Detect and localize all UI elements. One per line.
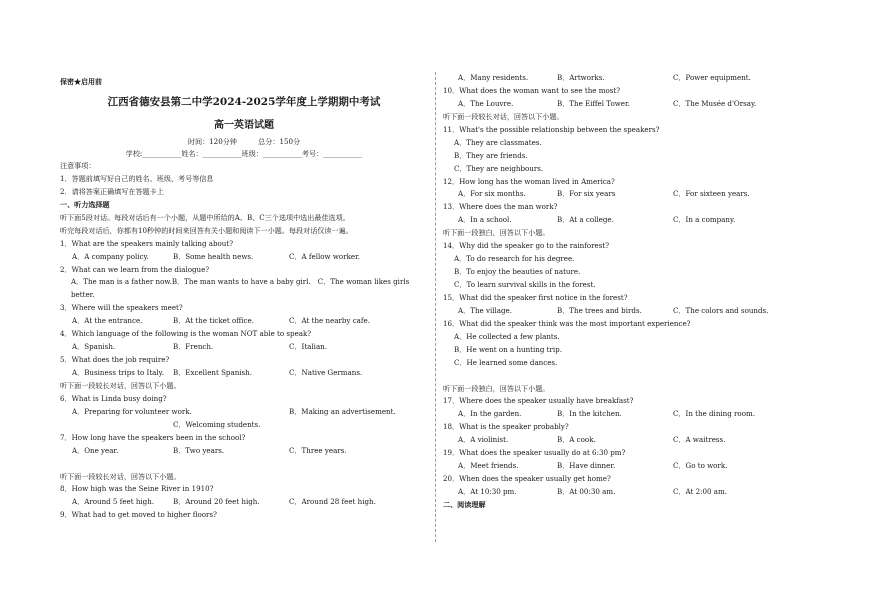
options-row <box>443 408 813 421</box>
option: A．One year. <box>72 445 119 455</box>
options-row <box>443 188 813 201</box>
question: 4．Which language of the following is the woman NOT able to speak? <box>60 329 312 339</box>
option: C．For sixteen years. <box>673 189 750 199</box>
option: B．French. <box>173 342 214 352</box>
option: A．In the garden. <box>458 409 522 419</box>
note-item: 2．请将答案正确填写在答题卡上 <box>60 186 164 196</box>
notes-heading: 注意事项： <box>60 161 96 170</box>
option: better. <box>71 290 95 300</box>
question: 1．What are the speakers mainly talking about? <box>60 238 234 248</box>
question: 2．What can we learn from the dialogue? <box>60 264 210 274</box>
exam-title: 江西省德安县第二中学2024-2025学年度上学期期中考试 <box>107 96 381 108</box>
section-heading: 二、阅读理解 <box>443 499 486 509</box>
option: A．At the entrance. <box>72 316 143 326</box>
options-row <box>443 305 813 318</box>
options-row <box>60 496 428 509</box>
option: A．They are classmates. <box>454 137 542 147</box>
options-row <box>443 486 813 499</box>
option: A．He collected a few plants. <box>454 331 560 341</box>
question: 12．How long has the woman lived in America? <box>443 176 615 186</box>
listening-instruction: 听下面一段较长对话，回答以下小题。 <box>60 380 181 390</box>
option: C．At 2:00 am. <box>673 487 728 496</box>
option: C．The Musée d'Orsay. <box>673 98 757 108</box>
option: B．Some health news. <box>173 251 254 261</box>
option: A．To do research for his degree. <box>454 254 575 264</box>
question: 17．Where does the speaker usually have breakfast? <box>443 396 634 406</box>
option: A．In a school. <box>458 215 512 225</box>
option: C．Three years. <box>289 445 347 455</box>
question: 7．How long have the speakers been in the school? <box>60 432 246 442</box>
listening-instruction: 听下面一段较长对话，回答以下小题。 <box>443 111 564 121</box>
time-score: 时间：120分钟 总分：150分 <box>187 137 301 146</box>
question: 15．What did the speaker first notice in the forest? <box>443 292 628 302</box>
option: B．Two years. <box>173 445 225 455</box>
option: A．At 10:30 pm. <box>458 487 517 496</box>
option: B．Artworks. <box>557 73 605 82</box>
question: 10．What does the woman want to see the most? <box>443 85 621 95</box>
question: 19．What does the speaker usually do at 6:30 pm? <box>443 448 626 458</box>
left-column <box>60 72 428 522</box>
option: B．They are friends. <box>454 150 528 160</box>
option: C．Power equipment. <box>673 73 751 82</box>
column-divider <box>435 72 436 542</box>
student-info: 学校:___________姓名：___________班级：___________考号：___________ <box>125 149 363 158</box>
note-item: 1．答题前填写好自己的姓名、班级、考号等信息 <box>60 173 214 183</box>
options-row <box>443 434 813 447</box>
options-row <box>60 419 428 432</box>
option: A．Preparing for volunteer work. <box>72 406 192 416</box>
option: A．Meet friends. <box>458 461 519 471</box>
option: B．For six years <box>557 189 616 199</box>
options-row <box>443 98 813 111</box>
question: 14．Why did the speaker go to the rainforest? <box>443 241 610 251</box>
listening-instruction: 听下面一段独白，回答以下小题。 <box>443 228 550 238</box>
option: C．At the nearby cafe. <box>289 316 370 326</box>
question: 8．How high was the Seine River in 1910? <box>60 484 214 494</box>
options-row <box>60 367 428 380</box>
option: A．A violinist. <box>458 435 509 445</box>
option: A．Business trips to Italy. <box>72 368 165 377</box>
question: 5．What does the job require? <box>60 355 170 365</box>
options-row <box>60 341 428 354</box>
options-row <box>60 315 428 328</box>
option: B．The Eiffel Tower. <box>557 98 630 108</box>
listening-instruction: 听下面一段较长对话，回答以下小题。 <box>60 471 181 481</box>
option: B．Making an advertisement. <box>289 406 396 416</box>
option: C．He learned some dances. <box>454 357 558 367</box>
option: B．The trees and birds. <box>557 305 642 315</box>
question: 9．What had to get moved to higher floors? <box>60 510 217 520</box>
option: A．The village. <box>458 305 513 315</box>
option: A．Spanish. <box>72 342 116 352</box>
options-row <box>443 460 813 473</box>
option: B．He went on a hunting trip. <box>454 344 562 354</box>
right-column <box>443 72 813 512</box>
question: 18．What is the speaker probably? <box>443 422 569 432</box>
options-row <box>60 406 428 419</box>
option: A．Around 5 feet high. <box>72 497 155 507</box>
option: C．Italian. <box>289 342 327 352</box>
confidential-label: 保密★启用前 <box>60 77 102 86</box>
exam-subtitle: 高一英语试题 <box>214 120 274 131</box>
question: 20．When does the speaker usually get home? <box>443 474 611 484</box>
option: B．In the kitchen. <box>557 409 622 419</box>
option: C．Go to work. <box>673 461 728 471</box>
option: A．A company policy. <box>72 251 149 261</box>
option: B．At the ticket office. <box>173 316 254 326</box>
option: C．Around 28 feet high. <box>289 497 376 507</box>
section-instruction: 听完每段对话后，你都有10秒钟的时间来回答有关小题和阅读下一小题。每段对话仅读一遍。 <box>60 225 353 235</box>
option: C．Native Germans. <box>289 368 363 377</box>
option: B．A cook. <box>557 435 596 445</box>
options-row <box>443 72 813 85</box>
options-row <box>443 214 813 227</box>
option: C．In a company. <box>673 215 736 225</box>
question: 16．What did the speaker think was the most important experience? <box>443 318 691 328</box>
option: C．To learn survival skills in the forest. <box>454 280 596 289</box>
question: 3．Where will the speakers meet? <box>60 303 183 313</box>
question: 6．What is Linda busy doing? <box>60 393 167 403</box>
option: B．Around 20 feet high. <box>173 497 260 507</box>
options-row <box>60 251 428 264</box>
listening-instruction: 听下面一段独白，回答以下小题。 <box>443 383 550 393</box>
option: B．At 00:30 am. <box>557 487 616 496</box>
option: A．The Louvre. <box>458 98 514 108</box>
option: A．The man is a father now.B．The man wants to have a baby girl. C．The woman likes girls <box>71 277 410 287</box>
option: C．A fellow worker. <box>289 251 360 261</box>
option: C．Welcoming students. <box>173 419 261 429</box>
option: C．The colors and sounds. <box>673 305 769 315</box>
option: A．For six months. <box>458 189 526 199</box>
section-instruction: 听下面5段对话。每段对话后有一个小题，从题中所给的A、B、C三个选项中选出最佳选项。 <box>60 212 350 222</box>
option: A．Many residents. <box>458 73 529 82</box>
option: B．To enjoy the beauties of nature. <box>454 267 581 277</box>
option: C．In the dining room. <box>673 409 755 419</box>
option: C．A waitress. <box>673 435 726 445</box>
question: 11．What's the possible relationship between the speakers? <box>443 124 660 134</box>
option: B．At a college. <box>557 215 614 225</box>
options-row <box>60 445 428 458</box>
option: B．Have dinner. <box>557 461 616 471</box>
option: C．They are neighbours. <box>454 163 544 173</box>
option: B．Excellent Spanish. <box>173 368 252 377</box>
section-heading: 一、听力选择题 <box>60 199 110 209</box>
question: 13．Where does the man work? <box>443 202 558 212</box>
